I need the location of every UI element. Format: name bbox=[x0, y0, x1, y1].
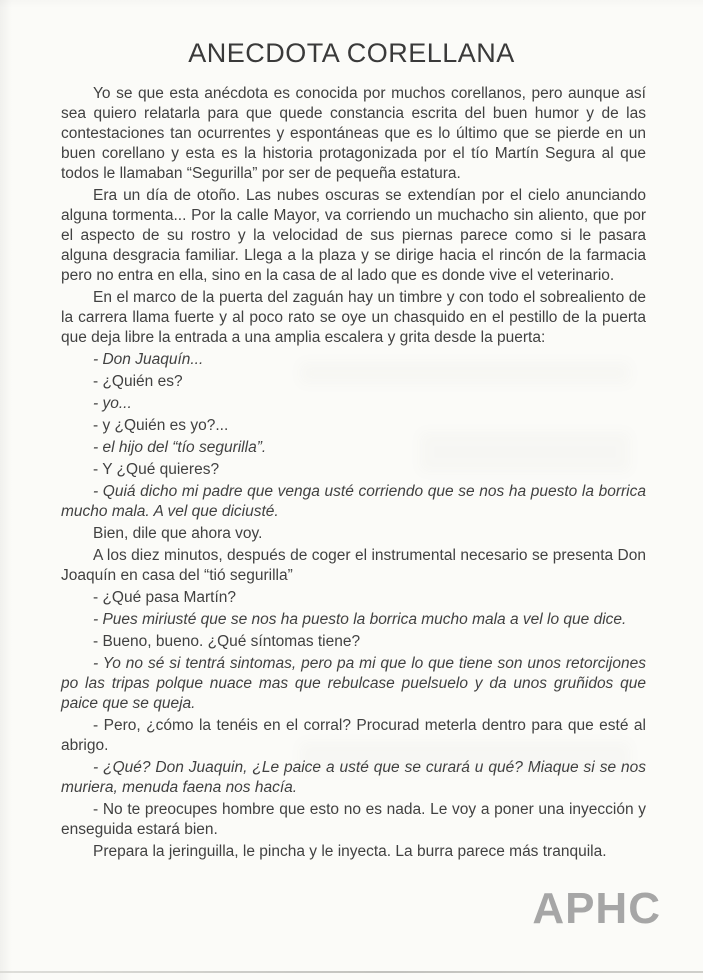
paragraph: - Pero, ¿cómo la tenéis en el corral? Procurad meterla dentro para que esté al abrigo. bbox=[61, 717, 646, 754]
paragraph: - Y ¿Qué quieres? bbox=[93, 461, 220, 478]
scan-edge-shadow-left bbox=[0, 0, 12, 980]
paragraph: - No te preocupes hombre que esto no es nada. Le voy a poner una inyección y enseguida estará bien. bbox=[61, 801, 646, 838]
paragraph: - y ¿Quién es yo?... bbox=[93, 417, 229, 434]
paragraph: En el marco de la puerta del zaguán hay un timbre y con todo el sobrealiento de la carrera llama fuerte y al poco rato se oye un chasquido en el pestillo de la puerta que deja libre la entrada a una amplia escalera y grita desde la puerta: bbox=[61, 289, 646, 346]
paragraph: Prepara la jeringuilla, le pincha y le inyecta. La burra parece más tranquila. bbox=[93, 843, 607, 860]
paragraph: Era un día de otoño. Las nubes oscuras se extendían por el cielo anunciando alguna tormenta... Por la calle Mayor, va corriendo un muchacho sin aliento, que por el aspecto de su rostro y la velocidad de sus piernas parece como si le pasara alguna desgracia familiar. Llega a la plaza y se dirige hacia el rincón de la farmacia pero no entra en ella, sino en la casa de al lado que es donde vive el veterinario. bbox=[61, 187, 646, 284]
scan-edge-shadow-top bbox=[0, 0, 703, 8]
paragraph: A los diez minutos, después de coger el instrumental necesario se presenta Don Joaquín en casa del “tió segurilla” bbox=[61, 547, 646, 584]
paragraph: - Bueno, bueno. ¿Qué síntomas tiene? bbox=[93, 633, 361, 650]
paragraph: - el hijo del “tío segurilla”. bbox=[93, 439, 267, 456]
paragraph: - Yo no sé si tentrá sintomas, pero pa mi que lo que tiene son unos retorcijones po las tripas polque nuace mas que rebulcase puelsuelo y da unos gruñidos que paice que se queja. bbox=[61, 655, 646, 712]
paragraph: - ¿Qué pasa Martín? bbox=[93, 589, 237, 606]
watermark: APHC bbox=[532, 884, 661, 933]
paragraph: - Quiá dicho mi padre que venga usté corriendo que se nos ha puesto la borrica mucho mala. A vel que diciusté. bbox=[61, 483, 646, 520]
paragraph: - ¿Quién es? bbox=[93, 373, 183, 390]
document-title: ANECDOTA CORELLANA bbox=[188, 38, 515, 68]
paragraph: Bien, dile que ahora voy. bbox=[93, 525, 263, 542]
paragraph: - Don Juaquín... bbox=[93, 351, 204, 368]
paragraph: - yo... bbox=[93, 395, 132, 412]
document-body bbox=[61, 84, 646, 864]
paragraph: Yo se que esta anécdota es conocida por muchos corellanos, pero aunque así sea quiero relatarla para que quede constancia escrita del buen humor y de las contestaciones tan ocurrentes y espontáneas que es lo último que se pierde en un buen corellano y esta es la historia protagonizada por el tío Martín Segura al que todos le llamaban “Segurilla” por ser de pequeña estatura. bbox=[61, 85, 646, 182]
page-edge-line bbox=[0, 971, 703, 973]
paragraph: - ¿Qué? Don Juaquin, ¿Le paice a usté que se curará u qué? Miaque si se nos muriera, menuda faena nos hacía. bbox=[61, 759, 646, 796]
paragraph: - Pues miriusté que se nos ha puesto la borrica mucho mala a vel lo que dice. bbox=[93, 611, 627, 628]
